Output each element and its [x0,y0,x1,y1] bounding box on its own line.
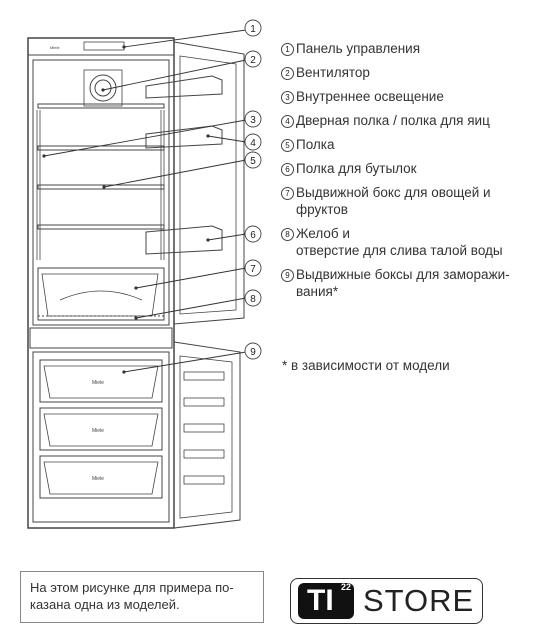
legend-text: отверстие для слива талой воды [296,243,503,258]
ti-store-logo [290,578,483,624]
callout-label-9: 9 [250,347,256,358]
drawer-label-1: Miele [92,380,104,386]
shelves [38,104,164,229]
model-note-line: казана одна из моделей. [30,597,180,612]
legend-num: 2 [281,67,294,80]
legend-num: 6 [281,163,294,176]
callout-label-4: 4 [250,138,256,149]
legend-num: 4 [281,115,294,128]
legend-item-4 [281,112,531,129]
legend-text: Полка для бутылок [296,161,417,176]
callout-circles [245,20,261,359]
legend-num: 3 [281,91,294,104]
legend-num: 1 [281,43,294,56]
legend-text: Выдвижные боксы для заморажи- [296,267,510,282]
legend-item-7 [281,184,531,218]
model-note [20,571,264,623]
callout-label-7: 7 [250,264,256,275]
control-panel-display [84,42,124,50]
door-shelves [146,76,222,254]
callout-label-3: 3 [250,115,256,126]
legend-item-2 [281,64,531,81]
logo-superscript: 22 [341,582,352,592]
legend-num: 9 [281,269,294,282]
legend-text: Вентилятор [296,65,370,80]
legend-item-1 [281,40,531,57]
legend-item-6 [281,160,531,177]
model-note-line: На этом рисунке для примера по- [30,580,234,595]
legend-item-5 [281,136,531,153]
drawer-label-3: Miele [92,476,104,482]
footnote: * в зависимости от модели [282,358,450,373]
freezer-compartment [33,352,169,522]
legend-num: 5 [281,139,294,152]
legend-text: Панель управления [296,41,421,56]
leader-dots [42,45,209,373]
legend-text: Дверная полка / полка для яиц [296,113,490,128]
legend-item-8 [281,225,531,259]
callout-label-2: 2 [250,55,256,66]
vegetable-box [38,268,164,320]
legend-text: Полка [296,137,335,152]
callout-label-6: 6 [250,230,256,241]
freezer-door [174,342,240,528]
panel-brand: Miele [50,45,60,50]
legend-text: фруктов [296,202,348,217]
logo-ti: TI [298,583,354,619]
legend-text: Выдвижной бокс для овощей и [296,185,491,200]
legend [281,40,531,307]
callout-label-8: 8 [250,294,256,305]
logo-store-text: STORE [363,583,475,618]
legend-text: вания* [296,284,339,299]
legend-item-9 [281,266,531,300]
fridge-diagram [0,0,270,560]
legend-text: Желоб и [296,226,350,241]
callout-label-1: 1 [250,24,256,35]
fridge-door [174,42,244,324]
fridge-compartment [33,60,169,325]
drawer-label-2: Miele [92,428,104,434]
legend-item-3 [281,88,531,105]
fridge-body [28,38,174,528]
legend-text: Внутреннее освещение [296,89,444,104]
callout-label-5: 5 [250,156,256,167]
legend-num: 8 [281,228,294,241]
legend-num: 7 [281,187,294,200]
